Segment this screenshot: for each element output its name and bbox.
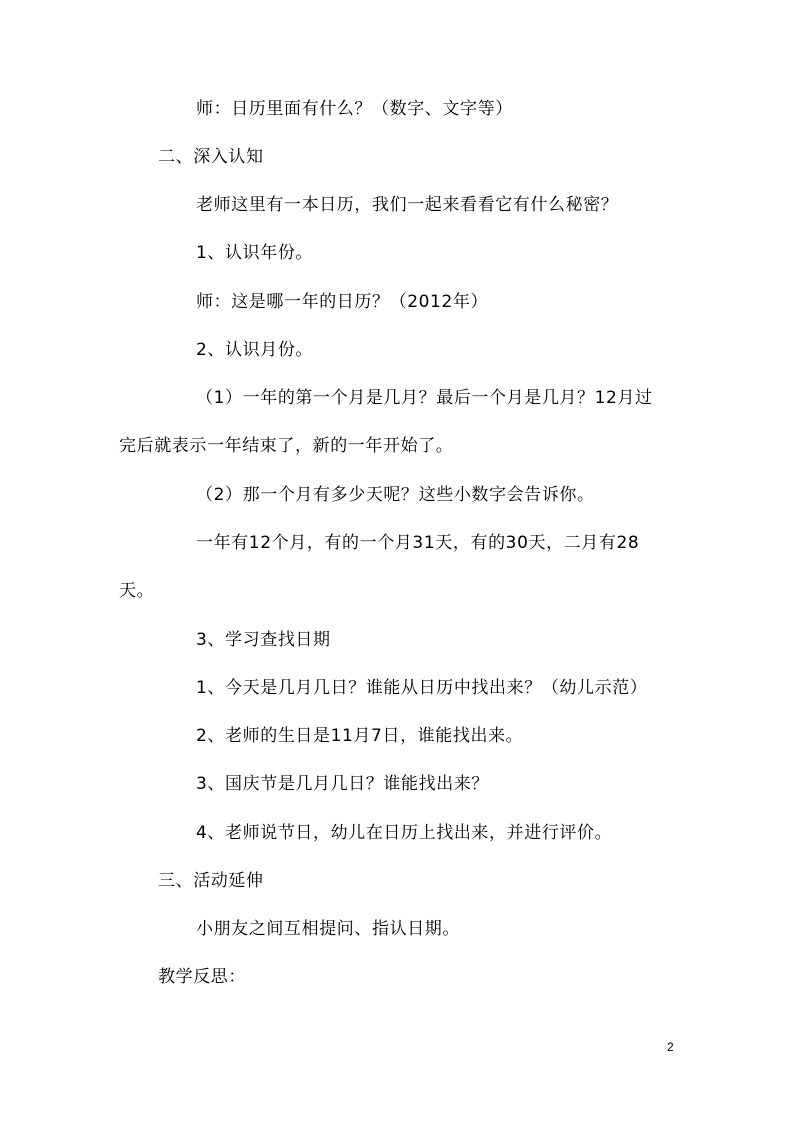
text-line-first-month: （1）一年的第一个月是几月？最后一个月是几月？12月过 bbox=[196, 388, 653, 408]
section-heading-extension: 三、活动延伸 bbox=[158, 871, 264, 891]
text-line-know-year: 1、认识年份。 bbox=[196, 243, 314, 263]
text-line-reflection: 教学反思： bbox=[158, 967, 246, 987]
text-line-year-months: 一年有12个月，有的一个月31天，有的30天，二月有28 bbox=[196, 533, 640, 553]
page-number: 2 bbox=[667, 1040, 674, 1054]
section-heading-deep-understanding: 二、深入认知 bbox=[158, 147, 264, 167]
text-line-days-in-month: （2）那一个月有多少天呢？这些小数字会告诉你。 bbox=[196, 485, 595, 505]
text-line-today: 1、今天是几月几日？谁能从日历中找出来？（幼儿示范） bbox=[196, 678, 648, 698]
text-line-teacher-question: 师：日历里面有什么？（数字、文字等） bbox=[196, 99, 513, 119]
text-line-calendar-secret: 老师这里有一本日历，我们一起来看看它有什么秘密？ bbox=[196, 195, 619, 215]
text-line-know-month: 2、认识月份。 bbox=[196, 340, 314, 360]
text-line-national-day: 3、国庆节是几月几日？谁能找出来？ bbox=[196, 774, 490, 794]
text-line-which-year: 师：这是哪一年的日历？（2012年） bbox=[196, 292, 489, 312]
text-line-find-date: 3、学习查找日期 bbox=[196, 630, 331, 650]
text-line-birthday: 2、老师的生日是11月7日，谁能找出来。 bbox=[196, 726, 524, 746]
text-line-days-end: 天。 bbox=[119, 581, 155, 601]
text-line-holidays: 4、老师说节日，幼儿在日历上找出来，并进行评价。 bbox=[196, 823, 613, 843]
text-line-year-ends: 完后就表示一年结束了，新的一年开始了。 bbox=[119, 436, 454, 456]
text-line-peer-questions: 小朋友之间互相提问、指认日期。 bbox=[196, 919, 460, 939]
